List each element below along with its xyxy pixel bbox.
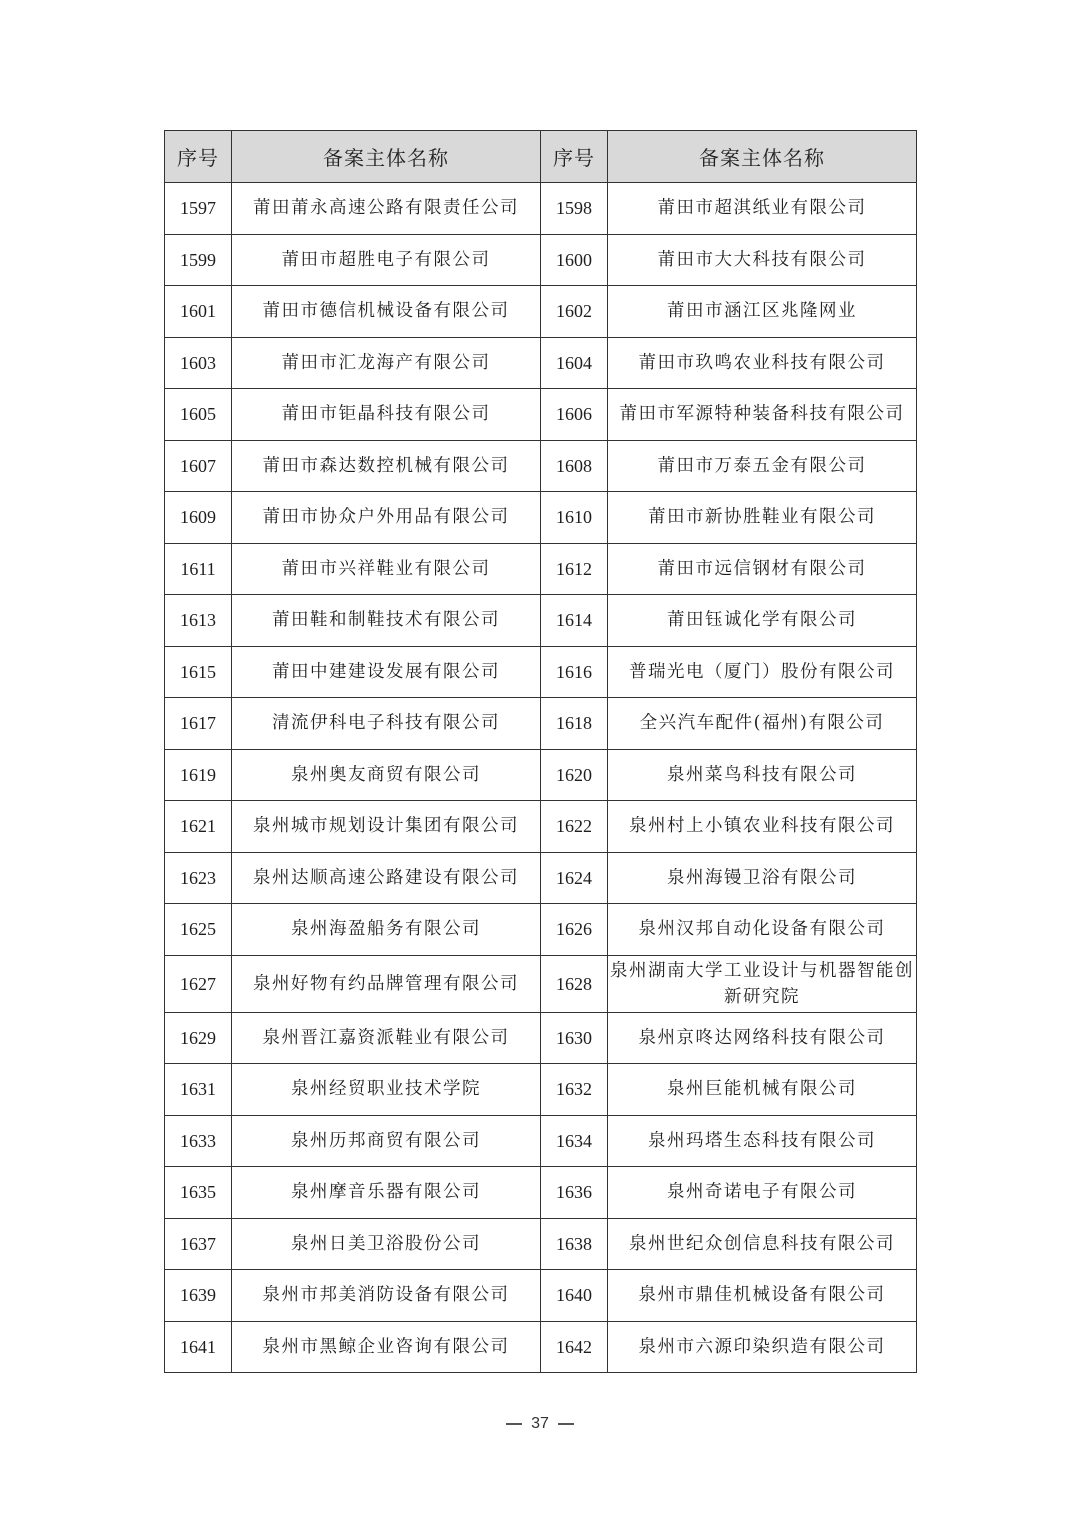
serial-number-cell: 1615 — [165, 646, 232, 698]
table-row — [165, 1321, 917, 1373]
registration-table — [164, 130, 917, 1373]
entity-name-cell: 莆田市森达数控机械有限公司 — [232, 440, 541, 492]
entity-name-cell: 泉州村上小镇农业科技有限公司 — [608, 801, 917, 853]
entity-name-cell: 莆田市协众户外用品有限公司 — [232, 492, 541, 544]
serial-number-cell: 1604 — [541, 337, 608, 389]
entity-name-cell: 泉州奇诺电子有限公司 — [608, 1167, 917, 1219]
entity-name-cell: 泉州京咚达网络科技有限公司 — [608, 1012, 917, 1064]
entity-name-cell: 莆田莆永高速公路有限责任公司 — [232, 183, 541, 235]
serial-number-cell: 1642 — [541, 1321, 608, 1373]
footer-dash-left — [506, 1423, 522, 1425]
table-row — [165, 492, 917, 544]
serial-number-cell: 1612 — [541, 543, 608, 595]
header-serial-number-left: 序号 — [165, 131, 232, 183]
registration-table-container — [164, 130, 916, 1373]
serial-number-cell: 1618 — [541, 698, 608, 750]
table-row — [165, 904, 917, 956]
entity-name-cell: 莆田市新协胜鞋业有限公司 — [608, 492, 917, 544]
entity-name-cell: 全兴汽车配件(福州)有限公司 — [608, 698, 917, 750]
serial-number-cell: 1605 — [165, 389, 232, 441]
serial-number-cell: 1602 — [541, 286, 608, 338]
table-row — [165, 286, 917, 338]
entity-name-cell: 泉州历邦商贸有限公司 — [232, 1115, 541, 1167]
entity-name-cell: 泉州海镘卫浴有限公司 — [608, 852, 917, 904]
entity-name-cell: 莆田市超胜电子有限公司 — [232, 234, 541, 286]
table-row — [165, 1012, 917, 1064]
serial-number-cell: 1598 — [541, 183, 608, 235]
entity-name-cell: 莆田市大大科技有限公司 — [608, 234, 917, 286]
serial-number-cell: 1613 — [165, 595, 232, 647]
entity-name-cell: 泉州市邦美消防设备有限公司 — [232, 1270, 541, 1322]
header-serial-number-right: 序号 — [541, 131, 608, 183]
serial-number-cell: 1636 — [541, 1167, 608, 1219]
serial-number-cell: 1634 — [541, 1115, 608, 1167]
entity-name-cell: 泉州湖南大学工业设计与机器智能创新研究院 — [608, 955, 917, 1012]
serial-number-cell: 1623 — [165, 852, 232, 904]
table-row — [165, 337, 917, 389]
table-row — [165, 234, 917, 286]
entity-name-cell: 莆田市万泰五金有限公司 — [608, 440, 917, 492]
entity-name-cell: 泉州玛塔生态科技有限公司 — [608, 1115, 917, 1167]
entity-name-cell: 泉州海盈船务有限公司 — [232, 904, 541, 956]
table-body — [165, 183, 917, 1373]
entity-name-cell: 莆田市军源特种装备科技有限公司 — [608, 389, 917, 441]
entity-name-cell: 泉州市黑鲸企业咨询有限公司 — [232, 1321, 541, 1373]
table-row — [165, 955, 917, 1012]
entity-name-cell: 泉州摩音乐器有限公司 — [232, 1167, 541, 1219]
page-footer — [0, 1415, 1080, 1433]
serial-number-cell: 1610 — [541, 492, 608, 544]
serial-number-cell: 1633 — [165, 1115, 232, 1167]
serial-number-cell: 1608 — [541, 440, 608, 492]
entity-name-cell: 泉州日美卫浴股份公司 — [232, 1218, 541, 1270]
serial-number-cell: 1606 — [541, 389, 608, 441]
serial-number-cell: 1624 — [541, 852, 608, 904]
entity-name-cell: 泉州奥友商贸有限公司 — [232, 749, 541, 801]
table-row — [165, 1218, 917, 1270]
entity-name-cell: 莆田市德信机械设备有限公司 — [232, 286, 541, 338]
entity-name-cell: 莆田市玖鸣农业科技有限公司 — [608, 337, 917, 389]
table-row — [165, 595, 917, 647]
serial-number-cell: 1609 — [165, 492, 232, 544]
serial-number-cell: 1611 — [165, 543, 232, 595]
footer-dash-right — [558, 1423, 574, 1425]
serial-number-cell: 1625 — [165, 904, 232, 956]
serial-number-cell: 1635 — [165, 1167, 232, 1219]
table-header-row — [165, 131, 917, 183]
serial-number-cell: 1620 — [541, 749, 608, 801]
entity-name-cell: 清流伊科电子科技有限公司 — [232, 698, 541, 750]
serial-number-cell: 1632 — [541, 1064, 608, 1116]
entity-name-cell: 泉州经贸职业技术学院 — [232, 1064, 541, 1116]
serial-number-cell: 1601 — [165, 286, 232, 338]
entity-name-cell: 泉州菜鸟科技有限公司 — [608, 749, 917, 801]
serial-number-cell: 1599 — [165, 234, 232, 286]
serial-number-cell: 1629 — [165, 1012, 232, 1064]
serial-number-cell: 1616 — [541, 646, 608, 698]
table-row — [165, 646, 917, 698]
entity-name-cell: 莆田市钜晶科技有限公司 — [232, 389, 541, 441]
serial-number-cell: 1626 — [541, 904, 608, 956]
serial-number-cell: 1627 — [165, 955, 232, 1012]
entity-name-cell: 莆田鞋和制鞋技术有限公司 — [232, 595, 541, 647]
entity-name-cell: 莆田市远信钢材有限公司 — [608, 543, 917, 595]
serial-number-cell: 1600 — [541, 234, 608, 286]
page-number: 37 — [531, 1415, 549, 1432]
serial-number-cell: 1603 — [165, 337, 232, 389]
header-entity-name-right: 备案主体名称 — [608, 131, 917, 183]
serial-number-cell: 1617 — [165, 698, 232, 750]
serial-number-cell: 1622 — [541, 801, 608, 853]
entity-name-cell: 莆田中建建设发展有限公司 — [232, 646, 541, 698]
serial-number-cell: 1621 — [165, 801, 232, 853]
serial-number-cell: 1638 — [541, 1218, 608, 1270]
serial-number-cell: 1640 — [541, 1270, 608, 1322]
table-row — [165, 1167, 917, 1219]
entity-name-cell: 莆田市涵江区兆隆网业 — [608, 286, 917, 338]
table-row — [165, 698, 917, 750]
entity-name-cell: 泉州晋江嘉资派鞋业有限公司 — [232, 1012, 541, 1064]
header-entity-name-left: 备案主体名称 — [232, 131, 541, 183]
serial-number-cell: 1637 — [165, 1218, 232, 1270]
entity-name-cell: 泉州世纪众创信息科技有限公司 — [608, 1218, 917, 1270]
serial-number-cell: 1631 — [165, 1064, 232, 1116]
serial-number-cell: 1619 — [165, 749, 232, 801]
serial-number-cell: 1641 — [165, 1321, 232, 1373]
serial-number-cell: 1607 — [165, 440, 232, 492]
entity-name-cell: 泉州达顺高速公路建设有限公司 — [232, 852, 541, 904]
table-row — [165, 1064, 917, 1116]
table-row — [165, 1270, 917, 1322]
entity-name-cell: 泉州市鼎佳机械设备有限公司 — [608, 1270, 917, 1322]
entity-name-cell: 泉州城市规划设计集团有限公司 — [232, 801, 541, 853]
serial-number-cell: 1597 — [165, 183, 232, 235]
serial-number-cell: 1628 — [541, 955, 608, 1012]
table-row — [165, 440, 917, 492]
entity-name-cell: 泉州市六源印染织造有限公司 — [608, 1321, 917, 1373]
entity-name-cell: 泉州汉邦自动化设备有限公司 — [608, 904, 917, 956]
table-row — [165, 543, 917, 595]
entity-name-cell: 莆田市汇龙海产有限公司 — [232, 337, 541, 389]
serial-number-cell: 1630 — [541, 1012, 608, 1064]
table-row — [165, 852, 917, 904]
table-row — [165, 183, 917, 235]
entity-name-cell: 泉州巨能机械有限公司 — [608, 1064, 917, 1116]
serial-number-cell: 1639 — [165, 1270, 232, 1322]
entity-name-cell: 莆田钰诚化学有限公司 — [608, 595, 917, 647]
table-row — [165, 749, 917, 801]
entity-name-cell: 普瑞光电（厦门）股份有限公司 — [608, 646, 917, 698]
serial-number-cell: 1614 — [541, 595, 608, 647]
entity-name-cell: 莆田市超淇纸业有限公司 — [608, 183, 917, 235]
table-row — [165, 389, 917, 441]
entity-name-cell: 泉州好物有约品牌管理有限公司 — [232, 955, 541, 1012]
table-row — [165, 1115, 917, 1167]
entity-name-cell: 莆田市兴祥鞋业有限公司 — [232, 543, 541, 595]
table-row — [165, 801, 917, 853]
